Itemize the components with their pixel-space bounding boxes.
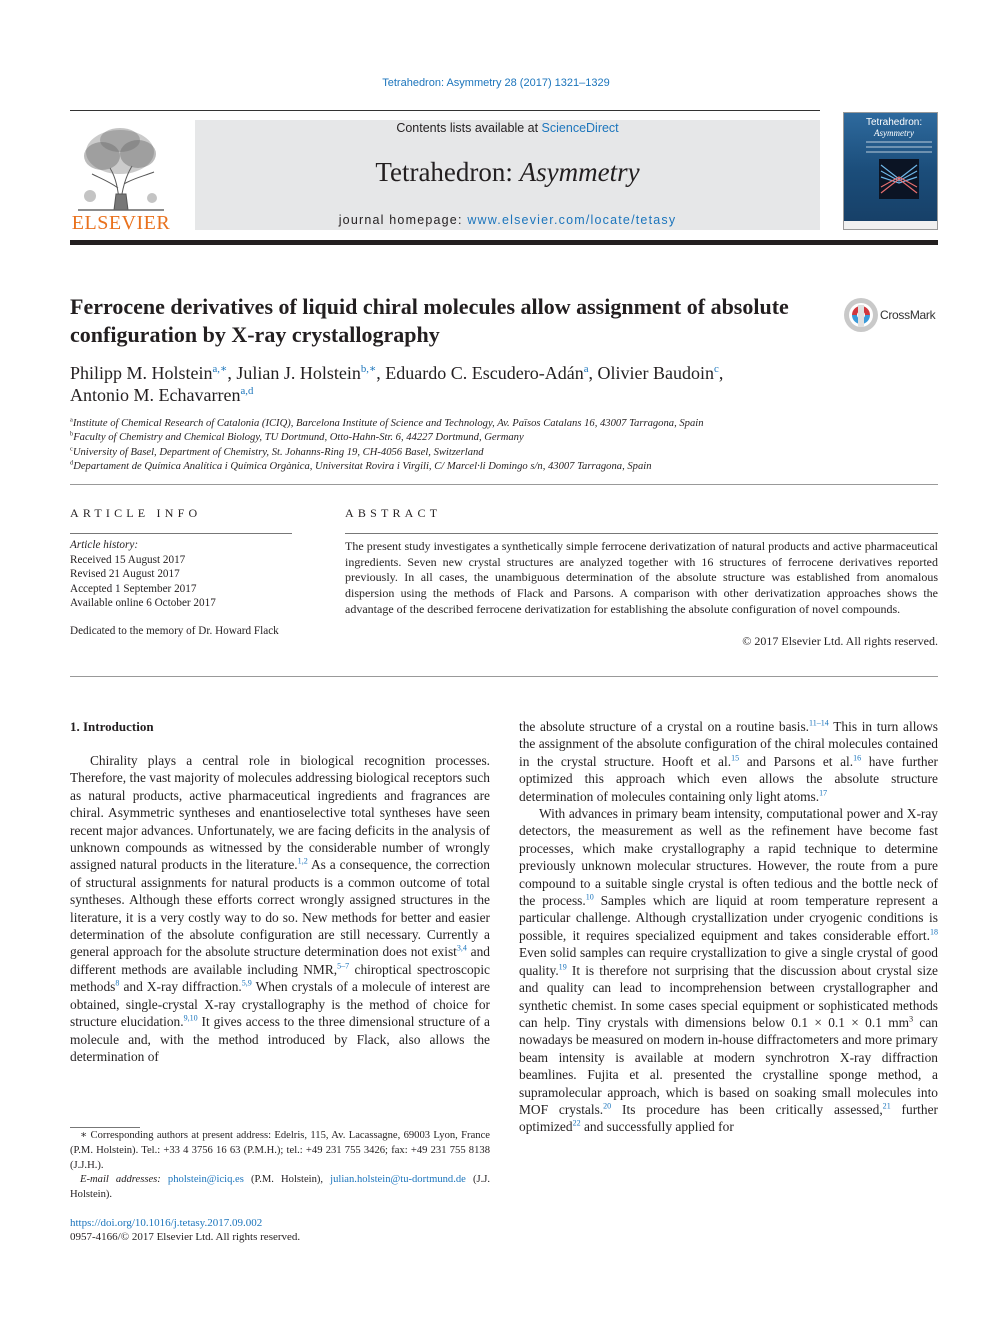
affiliation-b (70, 431, 938, 445)
journal-title-part1: Tetrahedron: (375, 157, 520, 187)
affiliation-list (70, 417, 938, 475)
body-text: Chirality plays a central role in biological recognition processes. Therefore, the vast majority of molecules addressing biological receptors such as natural products, active pharmaceutical ingredients and fragrances are chiral. Asymmetric syntheses and enantioselective total syntheses have seen recent major advances. Unfortunately, we are facing deficits in the analysis of unknown compounds as witnessed by the considerable number of wrongly assigned natural products in the literature. (70, 753, 490, 873)
body-text: and successfully applied for (580, 1119, 734, 1135)
sciencedirect-link[interactable]: ScienceDirect (541, 121, 619, 135)
intro-paragraph-1 (70, 752, 490, 1065)
body-text: With advances in primary beam intensity, computational power and X-ray detectors, the measurement as well as the refinement have become fast processes, which make crystallography a rapid technique to determine previously unknown molecular structures. However, the route from a pure compound to a suitable single crystal is often tedious and the bottle neck of the process. (519, 806, 938, 909)
journal-citation-link[interactable]: Tetrahedron: Asymmetry 28 (2017) 1321–1329 (382, 77, 610, 89)
citation-ref[interactable]: 3,4 (456, 944, 467, 953)
journal-title (195, 157, 820, 188)
journal-title-part2: Asymmetry (519, 157, 640, 187)
crossmark-label[interactable]: CrossMark (880, 308, 936, 322)
author-4-sup[interactable]: c (714, 363, 719, 375)
body-text: and Parsons et al. (739, 753, 854, 769)
affiliation-b-sup: b (70, 430, 74, 438)
journal-homepage-line (195, 213, 820, 227)
body-column-right (519, 718, 938, 1136)
contents-available-line (195, 121, 820, 135)
affiliation-rule (70, 484, 938, 485)
author-3[interactable]: Eduardo C. Escudero-Adán (385, 363, 584, 383)
affiliation-c (70, 446, 938, 460)
abstract-rule (345, 533, 938, 534)
intro-paragraph-2 (519, 805, 938, 1136)
affiliation-d-text: Departament de Química Analítica i Química Orgànica, Universitat Rovira i Virgili, C/ Marcel·li Domingo s/n, 43007 Tarragona, Spain (73, 461, 652, 473)
article-title: Ferrocene derivatives of liquid chiral molecules allow assignment of absolute configuration by X-ray crystallography (70, 294, 789, 347)
body-text: When crystals of a molecule of interest are obtained, single-crystal X-ray crystallography is the method of choice for structure elucidation. (70, 979, 490, 1030)
homepage-link[interactable]: www.elsevier.com/locate/tetasy (467, 213, 677, 227)
history-title: Article history: (70, 539, 139, 551)
citation-ref[interactable]: 21 (882, 1101, 891, 1111)
author-list (70, 362, 938, 406)
history-revised: Revised 21 August 2017 (70, 568, 180, 580)
body-text: can nowadays be measured on modern in-house diffractometers and more primary beam intensity is available at modern synchrotron X-ray diffraction beamlines. Fujita et al. presented the crystalline sponge method, a supramolecular approach, which is based on soaking small molecules into MOF crystals. (519, 1014, 938, 1117)
affiliation-b-text: Faculty of Chemistry and Chemical Biology, TU Dortmund, Otto-Hahn-Str. 6, 44227 Dortmund, Germany (73, 432, 524, 444)
body-text: the absolute structure of a crystal on a routine basis. (519, 719, 810, 734)
body-text: have further optimized this approach which even allows the absolute structure determination of molecules containing only light atoms. (519, 753, 939, 804)
email-owner-1: (P.M. Holstein), (243, 1174, 331, 1186)
body-text: This in turn allows the assignment of the absolute configuration of the chiral molecules contained in the crystal structure. Hooft et al. (519, 719, 938, 769)
elsevier-wordmark: ELSEVIER (71, 212, 171, 234)
email-label: E-mail addresses: (80, 1174, 161, 1186)
affiliation-c-sup: c (70, 445, 73, 453)
homepage-prefix: journal homepage: (338, 213, 468, 227)
abstract-text: The present study investigates a synthetically simple ferrocene derivatization of natural products and active pharmaceutical ingredients. Seven new crystal structures are analyzed together with 16 structures of ferrocene derivatives reported previously. In all cases, the unambiguous determination of the absolute structure was established from anomalous dispersion using the methods of Flack and Parsons. A comparison with other derivatization approaches shows the advantage of the described ferrocene derivatization for establishing the absolute configuration of novel compounds. (345, 539, 938, 616)
cover-footer-strip (844, 221, 937, 229)
author-2-sup[interactable]: b,∗ (360, 363, 377, 375)
affiliation-c-text: University of Basel, Department of Chemistry, St. Johanns-Ring 19, CH-4056 Basel, Switzerland (72, 446, 484, 458)
email-link-2[interactable]: julian.holstein@tu-dortmund.de (330, 1174, 466, 1186)
cover-text-lines (866, 141, 932, 156)
affiliation-a-sup: a (70, 416, 73, 424)
cover-title: Tetrahedron: (866, 117, 923, 128)
section-heading-introduction: 1. Introduction (70, 719, 154, 734)
footnotes (70, 1129, 490, 1203)
footnote-rule (70, 1127, 140, 1128)
affiliation-d-sup: d (70, 459, 74, 467)
footnote-marker: ∗ (80, 1130, 88, 1141)
affiliation-a (70, 417, 938, 431)
corresponding-author-note (70, 1129, 490, 1173)
author-3-sup[interactable]: a (583, 363, 589, 375)
abstract-heading: ABSTRACT (345, 506, 442, 520)
contents-prefix: Contents lists available at (396, 121, 542, 135)
body-text: and X-ray diffraction. (119, 979, 242, 995)
body-text: It gives access to the three dimensional structure of a molecule and, with the method introduced by Flack, also allows the determination of (70, 1014, 490, 1064)
citation-ref[interactable]: 20 (603, 1101, 612, 1111)
history-received: Received 15 August 2017 (70, 553, 186, 566)
body-text: Even solid samples can require crystallization to give a single crystal of good quality. (519, 945, 938, 978)
header-top-rule (70, 110, 820, 111)
affiliation-a-text: Institute of Chemical Research of Catalonia (ICIQ), Barcelona Institute of Science and Technology, Av. Països Catalans 16, 43007 Tarragona, Spain (72, 418, 704, 429)
affiliation-d (70, 460, 938, 474)
citation-ref[interactable]: 15 (731, 753, 740, 763)
citation-ref[interactable]: 11–14 (809, 718, 829, 728)
citation-ref[interactable]: 9,10 (183, 1013, 198, 1023)
issn-copyright: 0957-4166/© 2017 Elsevier Ltd. All rights reserved. (70, 1231, 301, 1243)
citation-ref[interactable]: 18 (929, 927, 938, 937)
author-1[interactable]: Philipp M. Holstein (70, 363, 213, 383)
author-sep: , (227, 363, 237, 383)
citation-ref[interactable]: 22 (572, 1118, 581, 1128)
doi-link[interactable]: https://doi.org/10.1016/j.tetasy.2017.09.002 (70, 1217, 263, 1229)
body-text: It is therefore not surprising that the discussion about crystal size and quality can lead to incomprehension between crystallographer and synthetic chemist. In some cases special equipment or sophisticated methods can help. Tiny crystals with dimensions below 0.1 × 0.1 × 0.1 mm (519, 962, 938, 1030)
author-sep: , (718, 363, 724, 383)
author-1-sup[interactable]: a,∗ (212, 363, 228, 375)
author-sep: , (588, 363, 598, 383)
body-text: and different methods are available including NMR, (70, 944, 490, 977)
article-history (70, 538, 292, 611)
citation-ref[interactable]: 10 (585, 892, 594, 902)
cover-subtitle: Asymmetry (874, 128, 914, 138)
author-sep: , (376, 363, 386, 383)
author-4[interactable]: Olivier Baudoin (597, 363, 715, 383)
history-accepted: Accepted 1 September 2017 (70, 582, 197, 595)
author-5-sup[interactable]: a,d (240, 385, 254, 397)
citation-ref[interactable]: 17 (819, 788, 828, 798)
email-link-1[interactable]: pholstein@iciq.es (167, 1174, 244, 1186)
abstract-bottom-rule (70, 676, 938, 677)
citation-ref[interactable]: 16 (853, 753, 862, 763)
dedication: Dedicated to the memory of Dr. Howard Flack (70, 625, 279, 637)
body-column-left (70, 752, 490, 1065)
article-info-rule (70, 533, 292, 534)
citation-ref[interactable]: 1,2 (297, 856, 308, 866)
header-thick-rule (70, 240, 938, 245)
intro-paragraph-1-cont (519, 718, 938, 805)
article-info-heading: ARTICLE INFO (70, 506, 202, 520)
citation-ref[interactable]: 5–7 (337, 961, 350, 971)
email-note (70, 1173, 490, 1203)
history-online: Available online 6 October 2017 (70, 597, 216, 609)
superscript-exponent: 3 (909, 1014, 914, 1024)
abstract-copyright: © 2017 Elsevier Ltd. All rights reserved. (742, 634, 938, 648)
body-text: further optimized (519, 1101, 938, 1135)
citation-ref[interactable]: 8 (115, 978, 120, 988)
cover-artwork-icon (879, 159, 919, 199)
citation-ref[interactable]: 19 (558, 962, 567, 972)
body-text: Samples which are liquid at room temperature represent a particular challenge. Although crystallization under cryogenic conditions is possible, it requires specialized equipment and takes considerable effort. (519, 893, 938, 943)
footnote-text: Corresponding authors at present address: Edelris, 115, Av. Lacassagne, 69003 Lyon, France (P.M. Holstein). Tel.: +33 4 3756 16 63 (P.M.H.); tel.: +49 231 755 3426; fax: +49 231 755 8138 (J.J.H.). (70, 1130, 490, 1171)
author-2[interactable]: Julian J. Holstein (236, 363, 361, 383)
body-text: As a consequence, the correction of structural assignments for natural products is a common outcome of total syntheses. Although these efforts correct wrongly assigned structures in the literature, it is a very costly way to do so. New methods for better and easier determination of the absolute configuration are still necessary. Currently a general approach for the absolute structure determination does not exist (70, 857, 490, 960)
email-owner-2: (J.J. Holstein). (70, 1174, 491, 1201)
body-text: chiroptical spectroscopic methods (70, 961, 490, 995)
journal-cover-thumbnail[interactable] (843, 112, 938, 230)
body-text: Its procedure has been critically assessed, (611, 1101, 883, 1117)
author-5[interactable]: Antonio M. Echavarren (70, 385, 241, 405)
citation-ref[interactable]: 5,9 (241, 978, 252, 988)
